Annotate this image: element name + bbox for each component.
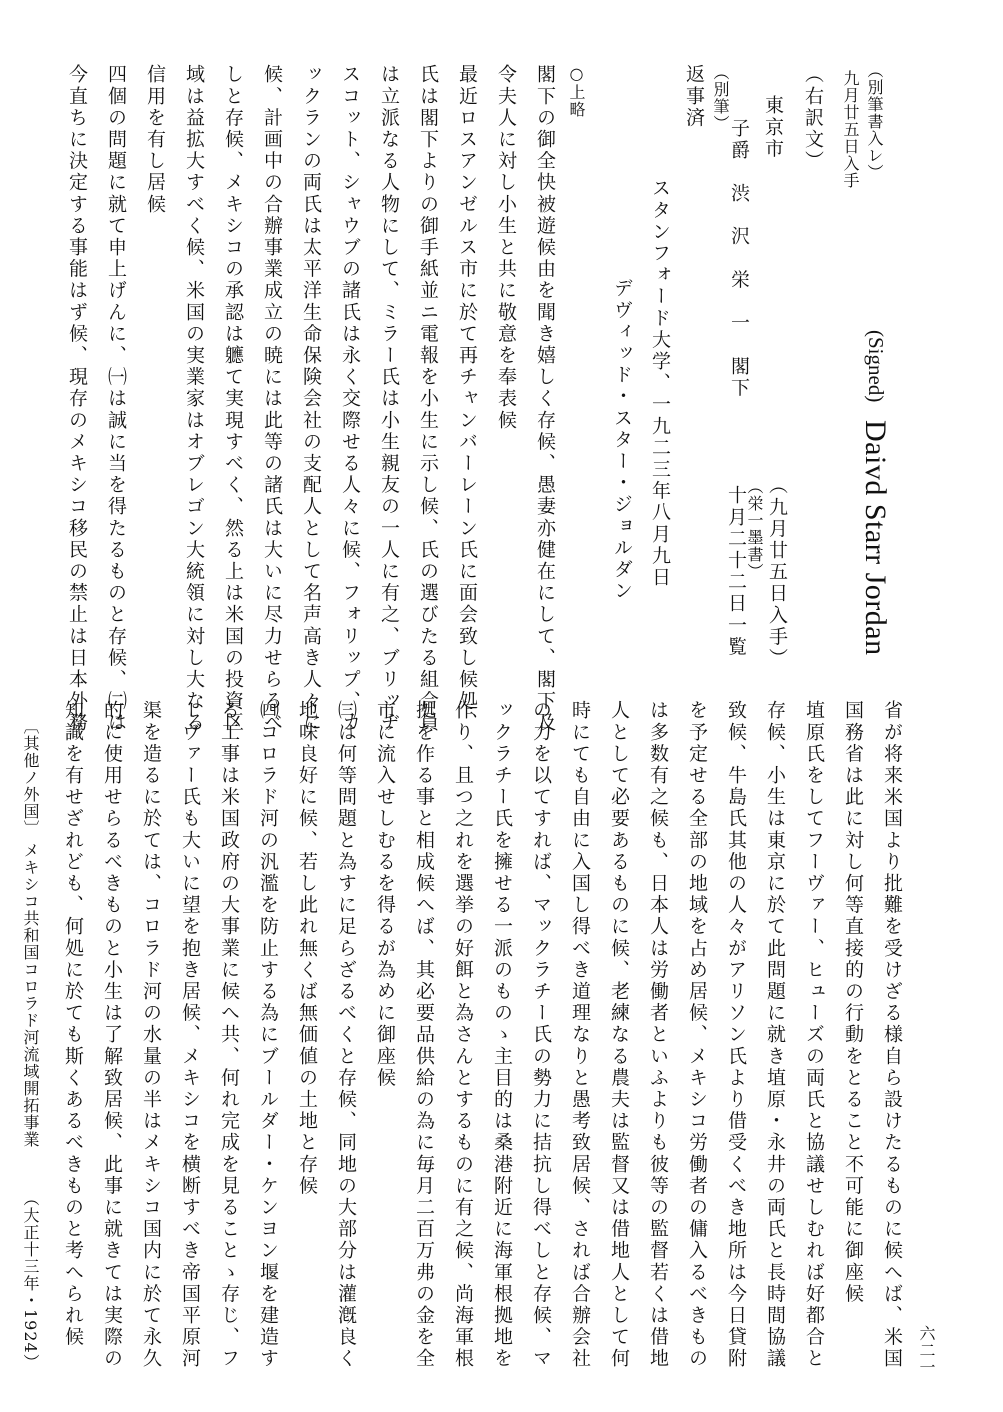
footer-era: （大正十三年・1924） (21, 1190, 40, 1371)
body-left-line-17: ㈣コロラド河の汎濫を防止する為にブールダー・ケンヨン堰を建造す (257, 700, 279, 1370)
body-right-line-8: 候、計画中の合辦事業成立の暁には此等の諸氏は大いに尽力せらるべ (261, 64, 283, 734)
body-left-line-19: ーヴァー氏も大いに望を抱き居候、メキシコを横断すべき帝国平原河 (179, 700, 201, 1370)
body-right-line-7: ックランの両氏は太平洋生命保険会社の支配人として名声高き人々に (300, 64, 322, 734)
body-right-line-10: 域は益拡大すべく候、米国の実業家はオブレゴン大統領に対し大なる (183, 64, 205, 734)
footer-section-title: メキシコ共和国コロラド河流域開拓事業 (21, 842, 40, 1148)
body-right-line-4: 氏は閣下よりの御手紙並ニ電報を小生に示し候、氏の選びたる組合員 (417, 64, 439, 734)
signed-label: (Signed) (864, 330, 888, 403)
sender-name-kana: デヴィッド・スター・ジョルダン (611, 278, 633, 602)
body-right-line-5: は立派なる人物にして、ミラー氏は小生親友の一人に有之、ブリッヂ (378, 64, 400, 734)
body-right-line-6: スコット、シャウブの諸氏は永く交際せる人々に候、フォリップ、カ (339, 64, 361, 734)
body-left-line-13: 拠を作る事と相成候へば、其必要品供給の為に毎月二百万弗の金を全 (413, 700, 435, 1370)
body-left-line-5: 致候、牛島氏其他の人々がアリソン氏より借受くべき地所は今日貸附 (725, 700, 747, 1370)
receipt-sep25: （九月廿五日入手） (766, 475, 788, 670)
body-right-line-9: しと存候、メキシコの承認は軈て実現すべく、然る上は米国の投資区 (222, 64, 244, 734)
body-right-line-2: 令夫人に対し小生と共に敬意を奉表候 (495, 64, 517, 432)
note-bessho: （別筆） (711, 64, 730, 132)
body-left-line-9: 時にても自由に入国し得べき道理なりと愚考致居候、されば合辦会社 (569, 700, 591, 1370)
sender-university-date: スタンフォード大学、一九二三年八月九日 (649, 178, 671, 589)
body-left-line-18: る工事は米国政府の大事業に候へ共、何れ完成を見ることゝ存じ、フ (218, 700, 240, 1370)
note-translation: （右訳文） (802, 64, 824, 172)
note-reply-done: 返事済 (683, 64, 705, 129)
receipt-eiichi-ink: （栄一墨書） (745, 478, 764, 580)
body-left-line-10: の力を以てすれば、マックラチー氏の勢力に拮抗し得べしと存候、マ (530, 700, 552, 1370)
body-left-line-6: を予定せる全部の地域を占め居候、メキシコ労働者の傭入るべきもの (686, 700, 708, 1370)
address-viscount-shibusawa: 子爵 渋 沢 栄 一 閣下 (728, 118, 750, 399)
page-number: 六二一 (917, 1325, 936, 1376)
body-right-line-3: 最近ロスアンゼルス市に於て再チャンバーレーン氏に面会致し候処、 (456, 64, 478, 734)
footer-category: 〔其他ノ外国〕 (21, 718, 40, 837)
body-left-line-21: 的に使用せらるべきものと小生は了解致居候、此事に就きては実際の (101, 700, 123, 1370)
body-left-line-8: 人として必要あるものに候、老練なる農夫は監督又は借地人として何 (608, 700, 630, 1370)
body-right-line-11: 信用を有し居候 (144, 64, 166, 216)
body-left-line-20: 渠を造るに於ては、コロラド河の水量の半はメキシコ国内に於て永久 (140, 700, 162, 1370)
body-left-line-15: ㈢は何等問題と為すに足らざるべくと存候、同地の大部分は灌漑良く (335, 700, 357, 1370)
body-left-line-16: 地味良好に候、若し此れ無くば無価値の土地と存候 (296, 700, 318, 1197)
body-left-line-1: 省が将来米国より批難を受けざる様自ら設けたるものに候へば、米国 (881, 700, 903, 1370)
body-left-line-11: ックラチー氏を擁せる一派のものゝ主目的は桑港附近に海軍根拠地を (491, 700, 513, 1370)
address-tokyo: 東京市 (762, 95, 784, 160)
body-left-line-3: 埴原氏をしてフーヴァー、ヒューズの両氏と協議せしむれば好都合と (803, 700, 825, 1370)
body-left-line-14: 市に流入せしむるを得るが為めに御座候 (374, 700, 396, 1089)
body-right-line-1: 閣下の御全快被遊候由を聞き嬉しく存候、愚妻亦健在にして、閣下及 (534, 64, 556, 734)
body-right-line-12: 四個の問題に就て申上げんに、㈠は誠に当を得たるものと存候、㈡は (105, 64, 127, 734)
body-left-line-12: 作り、且つ之れを選挙の好餌と為さんとするものに有之候、尚海軍根 (452, 700, 474, 1370)
body-left-line-7: は多数有之候も、日本人は労働者といふよりも彼等の監督若くは借地 (647, 700, 669, 1370)
note-received-sep25: 九月廿五日入手 (841, 70, 860, 189)
body-left-line-22: 知識を有せざれども、何処に於ても斯くあるべきものと考へられ候 (62, 700, 84, 1348)
note-bessho-kakiire: （別筆書入レ） (865, 62, 884, 181)
body-left-line-4: 存候、小生は東京に於て此問題に就き埴原・永井の両氏と長時間協議 (764, 700, 786, 1370)
receipt-oct22-read: 十月二十二日一覧 (725, 485, 747, 658)
body-right-line-13: 今直ちに決定する事能はず候、現存のメキシコ移民の禁止は日本外務 (66, 64, 88, 734)
body-left-line-2: 国務省は此に対し何等直接的の行動をとること不可能に御座候 (842, 700, 864, 1305)
signature-name-roman: Daivd Starr Jordan (859, 420, 892, 656)
omission-mark: ○上略 (567, 64, 586, 118)
